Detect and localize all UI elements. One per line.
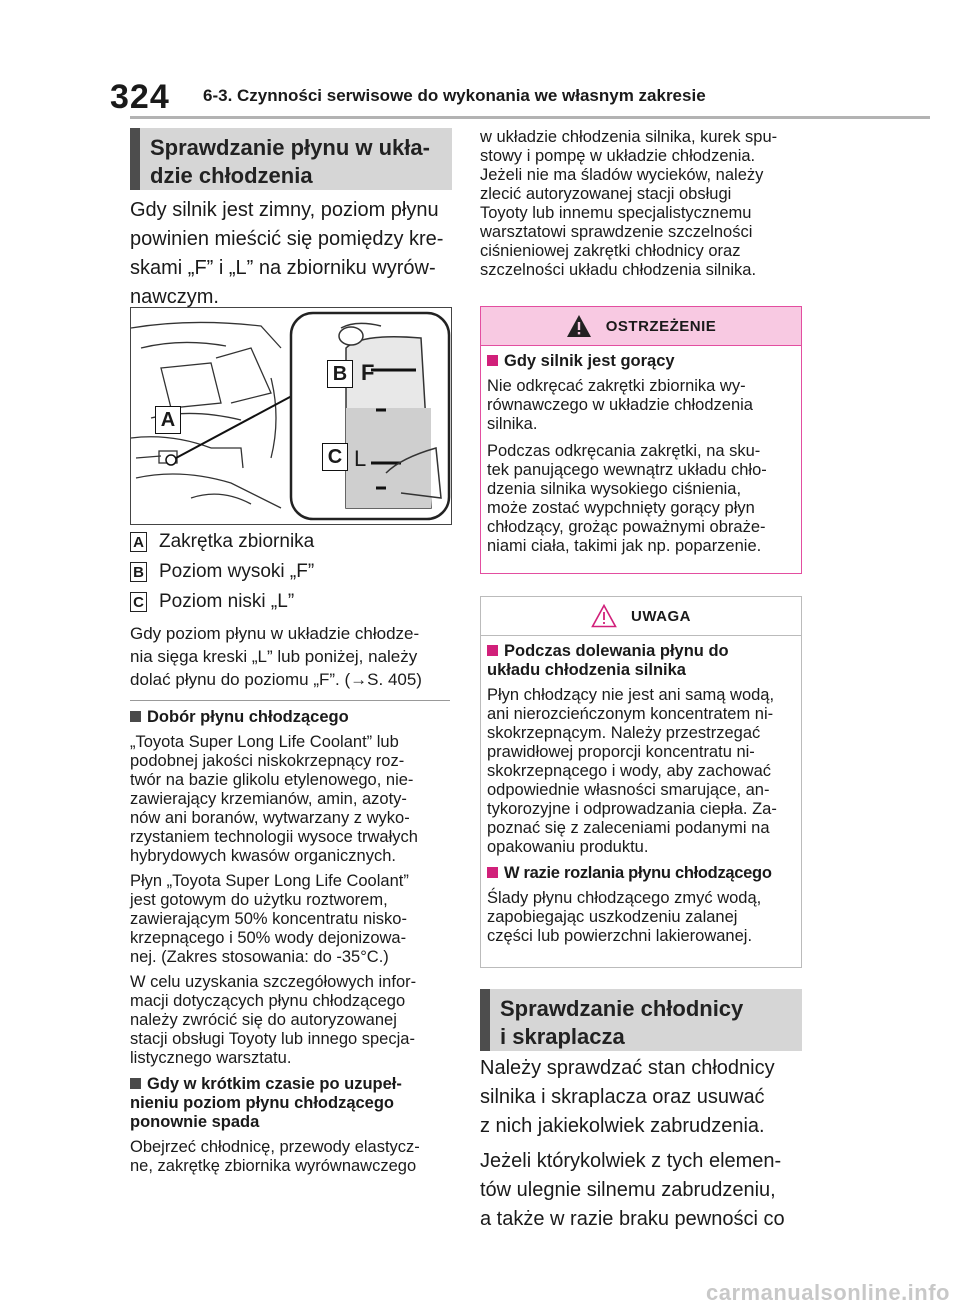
paragraph	[130, 1138, 460, 1176]
paragraph	[487, 442, 795, 556]
section-heading-line: i skraplacza	[500, 1024, 625, 1049]
callout-b: B	[327, 360, 353, 388]
text-line: nów ani boranów, wytwarzany z wyko-	[130, 809, 410, 827]
text-line: Gdy silnik jest zimny, poziom płynu	[130, 199, 439, 221]
warning-content	[481, 346, 801, 556]
legend-text: Poziom wysoki „F”	[159, 561, 315, 582]
legend-item-b	[130, 558, 314, 586]
text-line: ponownie spada	[130, 1113, 260, 1131]
subsection-title-text: Gdy w krótkim czasie po uzupeł-	[147, 1075, 402, 1093]
text-line: z nich jakiekolwiek zabrudzenia.	[480, 1115, 765, 1137]
subsection-title	[130, 708, 460, 727]
text-line: odpowiednie własności smarujące, an-	[487, 781, 770, 799]
text-line: jest gotowym do użytku roztworem,	[130, 891, 388, 909]
text-line: „Toyota Super Long Life Coolant” lub	[130, 733, 399, 751]
text-line: dolać płynu do poziomu „F”. (→S. 405)	[130, 670, 422, 689]
subsection-title	[130, 1075, 460, 1132]
warning-subtitle-text: Gdy silnik jest gorący	[504, 352, 675, 370]
notice-content	[481, 636, 801, 946]
text-line: listycznego warsztatu.	[130, 1049, 292, 1067]
coolant-reservoir-figure	[130, 307, 452, 525]
paragraph	[487, 686, 795, 857]
square-bullet-icon	[130, 1078, 141, 1089]
text-line: Płyn „Toyota Super Long Life Coolant”	[130, 872, 409, 890]
mark-l: L	[354, 446, 367, 471]
text-line: Należy sprawdzać stan chłodnicy	[480, 1057, 775, 1079]
text-line: W celu uzyskania szczegółowych infor-	[130, 973, 417, 991]
text-line: warsztatowi sprawdzenie szczelności	[480, 223, 753, 241]
coolant-choice-block	[130, 708, 460, 1176]
text-line: należy zwrócić się do autoryzowanej	[130, 1011, 397, 1029]
text-line: nieniu poziom płynu chłodzącego	[130, 1094, 395, 1112]
text-line: dzenia silnika wysokiego ciśnienia,	[487, 480, 742, 498]
text-line: macji dotyczących płynu chłodzącego	[130, 992, 406, 1010]
paragraph	[130, 973, 460, 1068]
text-line: niami ciała, takimi jak np. poparzenie.	[487, 537, 762, 555]
level-note	[130, 622, 460, 691]
paragraph	[487, 377, 795, 434]
text-line: może zostać wypchnięty gorący płyn	[487, 499, 755, 517]
text-line: nej. (Zakres stosowania: do -35°C.)	[130, 948, 389, 966]
section-divider	[130, 700, 450, 701]
text-line: chłodzący, grożąc poważnymi obraże-	[487, 518, 766, 536]
text-line: podobnej jakości niskokrzepnący roz-	[130, 752, 405, 770]
text-line: skami „F” i „L” na zbiorniku wyrów-	[130, 257, 436, 279]
text-line: tek panującego wewnątrz układu chło-	[487, 461, 767, 479]
text-line: stowy i pompę w układzie chłodzenia.	[480, 147, 756, 165]
text-line: części lub powierzchni lakierowanej.	[487, 927, 753, 945]
text-line: Jeżeli nie ma śladów wycieków, należy	[480, 166, 764, 184]
radiator-paragraph	[480, 1054, 820, 1141]
text-line: ani nierozcieńczonym koncentratem ni-	[487, 705, 774, 723]
text-line: tykorozyjne i odprowadzania ciepła. Za-	[487, 800, 777, 818]
paragraph	[130, 733, 460, 866]
square-bullet-icon	[487, 645, 498, 656]
warning-box	[480, 306, 802, 574]
chapter-title: 6-3. Czynności serwisowe do wykonania we własnym zakresie	[203, 86, 706, 105]
text-line: układu chłodzenia silnika	[487, 661, 686, 679]
text-line: poznać się z zaleceniami podanymi na	[487, 819, 770, 837]
caution-triangle-icon	[591, 604, 617, 628]
text-line: skokrzepnącego i wody, aby zachować	[487, 762, 772, 780]
notice-subtitle	[487, 642, 795, 680]
legend-key: B	[130, 562, 147, 582]
radiator-paragraph	[480, 1147, 820, 1234]
watermark: carmanualsonline.info	[706, 1280, 950, 1305]
paragraph	[487, 889, 795, 946]
text-line: Nie odkręcać zakrętki zbiornika wy-	[487, 377, 746, 395]
text-line: zlecić autoryzowanej stacji obsługi	[480, 185, 732, 203]
section-heading-line: dzie chłodzenia	[150, 163, 313, 188]
text-line: Ślady płynu chłodzącego zmyć wodą,	[487, 889, 762, 907]
text-line: Podczas odkręcania zakrętki, na sku-	[487, 442, 761, 460]
text-line: hybrydowych kwasów organicznych.	[130, 847, 396, 865]
text-line: rzystaniem technologii wysoce trwałych	[130, 828, 418, 846]
text-line: nawczym.	[130, 286, 219, 308]
text-line: prawidłowej proporcji koncentratu ni-	[487, 743, 755, 761]
text-line: Obejrzeć chłodnicę, przewody elastycz-	[130, 1138, 420, 1156]
text-line: Toyoty lub innemu specjalistycznemu	[480, 204, 752, 222]
intro-paragraph	[130, 196, 460, 312]
square-bullet-icon	[487, 867, 498, 878]
notice-label: UWAGA	[631, 607, 691, 625]
notice-subtitle	[487, 864, 795, 883]
text-line: stacji obsługi Toyoty lub innego specja-	[130, 1030, 415, 1048]
warning-subtitle	[487, 352, 795, 371]
legend-key: C	[130, 592, 147, 612]
callout-a: A	[155, 406, 181, 434]
legend-item-c	[130, 588, 294, 616]
section-heading-radiator	[480, 989, 802, 1051]
section-heading-coolant	[130, 128, 452, 190]
text-line: szczelności układu chłodzenia silnika.	[480, 261, 757, 279]
page-number: 324	[110, 78, 170, 116]
continued-paragraph	[480, 128, 810, 280]
warning-label: OSTRZEŻENIE	[605, 317, 717, 335]
notice-subtitle-text: Podczas dolewania płynu do	[504, 642, 729, 660]
legend-text: Zakrętka zbiornika	[159, 531, 315, 552]
text-line: krzepnącego i 50% wody dejonizowa-	[130, 929, 407, 947]
text-line: powinien mieścić się pomiędzy kre-	[130, 228, 444, 250]
text-line: nia sięga kreski „L” lub poniżej, należy	[130, 647, 418, 666]
text-line: równawczego w układzie chłodzenia	[487, 396, 753, 414]
warning-header	[481, 307, 801, 346]
mark-f: F	[361, 360, 375, 385]
text-line: w układzie chłodzenia silnika, kurek spu-	[480, 128, 778, 146]
text-line: zawierającym 50% koncentratu nisko-	[130, 910, 407, 928]
notice-box	[480, 596, 802, 968]
text-line: a także w razie braku pewności co	[480, 1208, 785, 1230]
text-line: opakowaniu produktu.	[487, 838, 649, 856]
legend-item-a	[130, 528, 314, 556]
text-line: Jeżeli którykolwiek z tych elemen-	[480, 1150, 782, 1172]
text-line: tów ulegnie silnemu zabrudzeniu,	[480, 1179, 776, 1201]
text-line: Gdy poziom płynu w układzie chłodze-	[130, 624, 420, 643]
notice-subtitle-text: W razie rozlania płynu chłodzącego	[504, 864, 772, 882]
warning-triangle-icon	[566, 314, 592, 338]
section-heading-line: Sprawdzanie płynu w ukła-	[150, 135, 430, 160]
square-bullet-icon	[130, 711, 141, 722]
square-bullet-icon	[487, 355, 498, 366]
text-line: twór na bazie glikolu etylenowego, nie-	[130, 771, 414, 789]
callout-c: C	[322, 443, 348, 471]
text-line: silnika.	[487, 415, 538, 433]
text-line: zawierający krzemianów, amin, azoty-	[130, 790, 407, 808]
legend-text: Poziom niski „L”	[159, 591, 295, 612]
paragraph	[130, 872, 460, 967]
section-heading-line: Sprawdzanie chłodnicy	[500, 996, 744, 1021]
text-line: silnika i skraplacza oraz usuwać	[480, 1086, 765, 1108]
text-line: ne, zakrętkę zbiornika wyrównawczego	[130, 1157, 417, 1175]
text-line: zapobiegając uszkodzeniu zalanej	[487, 908, 738, 926]
header-rule	[130, 116, 930, 119]
notice-header	[481, 597, 801, 636]
legend-key: A	[130, 532, 147, 552]
text-line: skokrzepnącym. Należy przestrzegać	[487, 724, 761, 742]
text-line: Płyn chłodzący nie jest ani samą wodą,	[487, 686, 775, 704]
subsection-title-text: Dobór płynu chłodzącego	[147, 708, 349, 726]
text-line: ciśnieniowej zakrętki chłodnicy oraz	[480, 242, 741, 260]
